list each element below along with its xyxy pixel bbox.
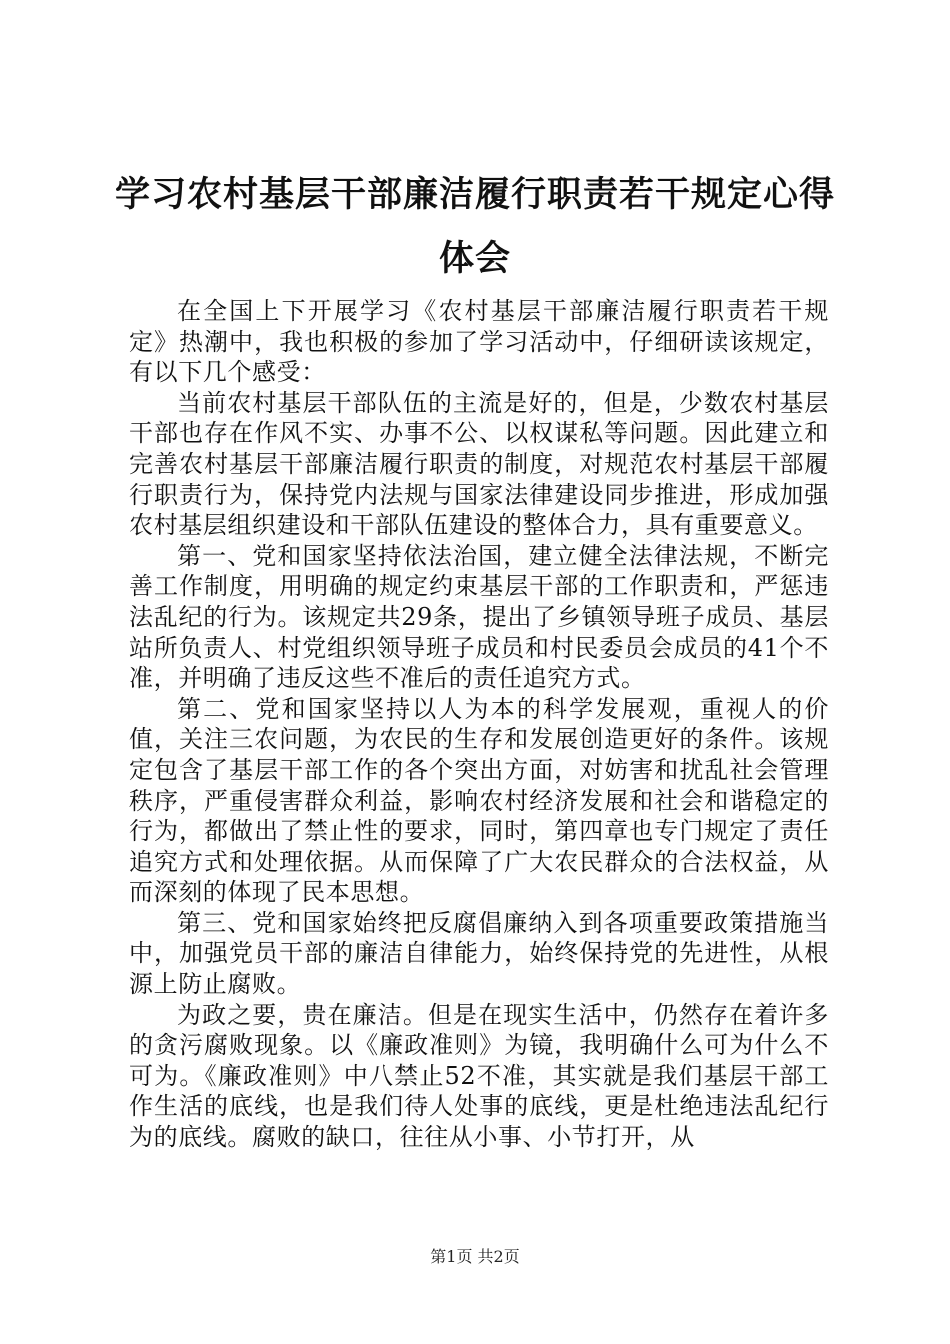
document-body xyxy=(129,296,829,1153)
title-line-2: 体会 xyxy=(438,239,511,279)
paragraph-point-two: 第二、党和国家坚持以人为本的科学发展观，重视人的价值，关注三农问题，为农民的生存和发展创造更好的条件。该规定包含了基层干部工作的各个突出方面，对妨害和扰乱社会管理秩序，严重侵害群众利益，影响农村经济发展和社会和谐稳定的行为，都做出了禁止性的要求，同时，第四章也专门规定了责任追究方式和处理依据。从而保障了广大农民群众的合法权益，从而深刻的体现了民本思想。 xyxy=(129,694,829,907)
document-title xyxy=(100,163,850,291)
paragraph-integrity: 为政之要，贵在廉洁。但是在现实生活中，仍然存在着许多的贪污腐败现象。以《廉政准则》为镜，我明确什么可为什么不可为。《廉政准则》中八禁止52不准，其实就是我们基层干部工作生活的底线，也是我们待人处事的底线，更是杜绝违法乱纪行为的底线。腐败的缺口，往往从小事、小节打开，从 xyxy=(129,1000,829,1152)
paragraph-intro: 在全国上下开展学习《农村基层干部廉洁履行职责若干规定》热潮中，我也积极的参加了学习活动中，仔细研读该规定，有以下几个感受： xyxy=(129,297,829,387)
paragraph-point-three: 第三、党和国家始终把反腐倡廉纳入到各项重要政策措施当中，加强党员干部的廉洁自律能力，始终保持党的先进性，从根源上防止腐败。 xyxy=(129,908,829,999)
title-line-1: 学习农村基层干部廉洁履行职责若干规定心得 xyxy=(114,175,835,215)
paragraph-current-situation: 当前农村基层干部队伍的主流是好的，但是，少数农村基层干部也存在作风不实、办事不公、以权谋私等问题。因此建立和完善农村基层干部廉洁履行职责的制度，对规范农村基层干部履行职责行为，保持党内法规与国家法律建设同步推进，形成加强农村基层组织建设和干部队伍建设的整体合力，具有重要意义。 xyxy=(129,388,829,540)
page-number-footer: 第1页 共2页 xyxy=(430,1247,520,1266)
paragraph-point-one: 第一、党和国家坚持依法治国，建立健全法律法规，不断完善工作制度，用明确的规定约束基层干部的工作职责和，严惩违法乱纪的行为。该规定共29条，提出了乡镇领导班子成员、基层站所负责人、村党组织领导班子成员和村民委员会成员的41个不准，并明确了违反这些不准后的责任追究方式。 xyxy=(129,541,829,693)
